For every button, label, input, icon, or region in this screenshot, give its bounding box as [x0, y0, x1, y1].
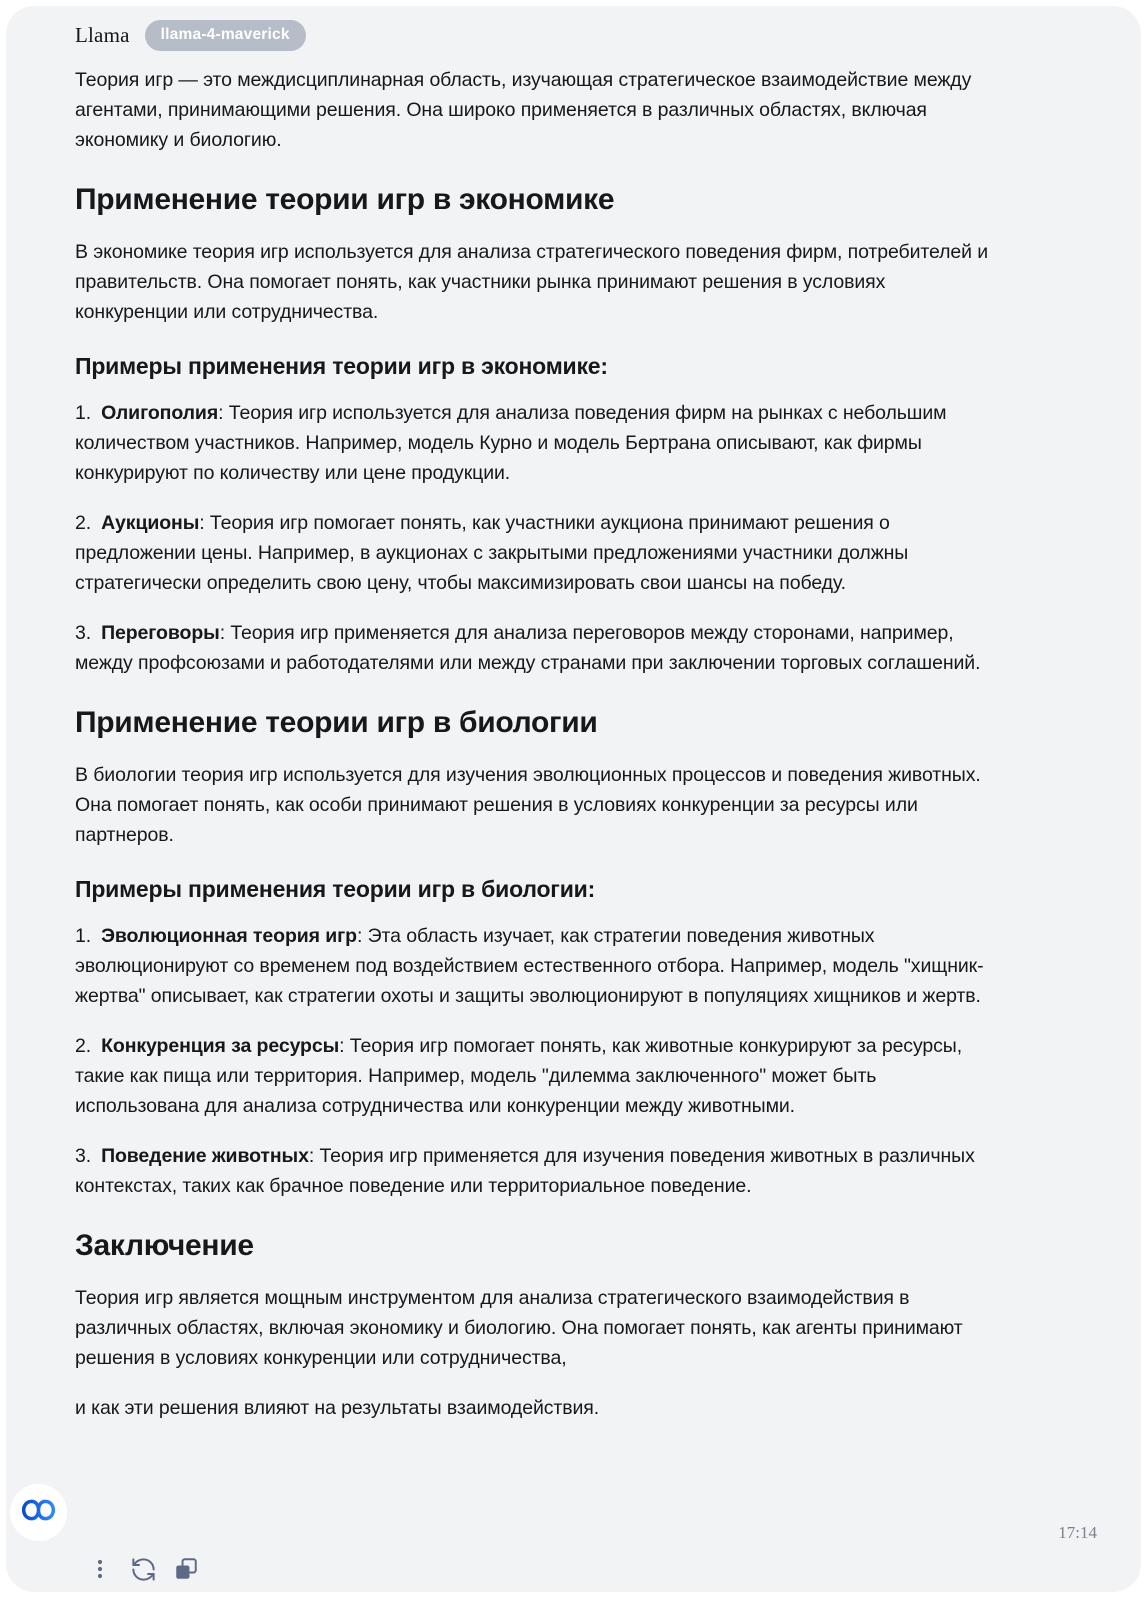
list-item-text: : Теория игр применяется для изучения поведения животных в различных контекстах, таких как брачное поведение или территориальное поведение.	[75, 1144, 975, 1197]
list-item-text: : Теория игр используется для анализа поведения фирм на рынках с небольшим количеством участников. Например, модель Курно и модель Бертрана описывают, как фирмы конкурируют по количеству или цене продукции.	[75, 401, 947, 484]
message-content	[75, 65, 988, 1423]
more-options-button[interactable]	[86, 1554, 114, 1584]
regenerate-button[interactable]	[129, 1554, 157, 1584]
paragraph: В экономике теория игр используется для анализа стратегического поведения фирм, потребителей и правительств. Она помогает понять, как участники рынка принимают решения в условиях конкуренции или сотрудничества.	[75, 240, 989, 323]
list-item-term: Олигополия	[101, 401, 219, 424]
list-item-number: 2.	[75, 511, 92, 534]
section-heading: Применение теории игр в биологии	[75, 705, 598, 739]
list-item	[75, 618, 988, 678]
refresh-icon	[130, 1556, 157, 1583]
list-item-term: Поведение животных	[101, 1144, 309, 1167]
list-item	[75, 398, 988, 488]
list-item-term: Эволюционная теория игр	[101, 924, 357, 947]
list-item-number: 2.	[75, 1034, 92, 1057]
subsection-heading: Примеры применения теории игр в биологии:	[75, 875, 596, 902]
list-item-text: : Теория игр помогает понять, как животные конкурируют за ресурсы, такие как пища или территория. Например, модель "дилемма заключенного" может быть использована для анализа сотрудничества или конкуренции между животными.	[75, 1034, 963, 1117]
assistant-message-card	[6, 6, 1141, 1592]
copy-icon	[173, 1556, 199, 1582]
list-item-number: 1.	[75, 401, 92, 424]
list-item	[75, 1141, 988, 1201]
list-item-term: Аукционы	[101, 511, 200, 534]
message-header	[75, 20, 1071, 51]
paragraph: Теория игр является мощным инструментом для анализа стратегического взаимодействия в различных областях, включая экономику и биологию. Она помогает понять, как агенты принимают решения в условиях конкуренции или сотрудничества,	[75, 1286, 963, 1369]
list-item-number: 3.	[75, 1144, 92, 1167]
message-actions	[86, 1554, 200, 1584]
list-item	[75, 508, 988, 598]
list-item-number: 1.	[75, 924, 92, 947]
list-item-text: : Эта область изучает, как стратегии поведения животных эволюционируют со временем под воздействием естественного отбора. Например, модель "хищник-жертва" описывает, как стратегии охоты и защиты эволюционируют в популяциях хищников и жертв.	[75, 924, 984, 1007]
list-item	[75, 1031, 988, 1121]
list-item-text: : Теория игр помогает понять, как участники аукциона принимают решения о предложении цены. Например, в аукционах с закрытыми предложениями участники должны стратегически определить свою цену, чтобы максимизировать свои шансы на победу.	[75, 511, 909, 594]
avatar	[10, 1484, 67, 1541]
paragraph: В биологии теория игр используется для изучения эволюционных процессов и поведения животных. Она помогает понять, как особи принимают решения в условиях конкуренции за ресурсы или партнеров.	[75, 763, 981, 846]
copy-button[interactable]	[172, 1554, 200, 1584]
paragraph: Теория игр — это междисциплинарная область, изучающая стратегическое взаимодействие между агентами, принимающими решения. Она широко применяется в различных областях, включая экономику и биологию.	[75, 68, 972, 151]
section-heading: Заключение	[75, 1228, 254, 1262]
message-timestamp: 17:14	[1058, 1523, 1097, 1542]
paragraph: и как эти решения влияют на результаты взаимодействия.	[75, 1396, 600, 1419]
meta-ai-logo-icon	[20, 1498, 57, 1527]
list-item-term: Переговоры	[101, 621, 220, 644]
model-name: Llama	[75, 22, 130, 47]
subsection-heading: Примеры применения теории игр в экономике:	[75, 352, 608, 379]
list-item	[75, 921, 988, 1011]
kebab-menu-icon	[88, 1555, 112, 1583]
list-item-number: 3.	[75, 621, 92, 644]
list-item-term: Конкуренция за ресурсы	[101, 1034, 340, 1057]
section-heading: Применение теории игр в экономике	[75, 182, 615, 216]
model-badge: llama-4-maverick	[145, 20, 306, 51]
list-item-text: : Теория игр применяется для анализа переговоров между сторонами, например, между профсоюзами и работодателями или между странами при заключении торговых соглашений.	[75, 621, 981, 674]
